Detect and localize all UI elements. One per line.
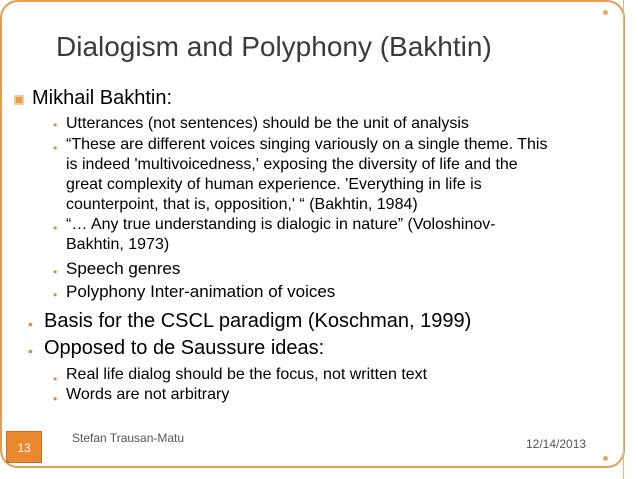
bullet-dot-icon: • (53, 221, 58, 235)
bullet-sub-4: Speech genres (66, 259, 181, 278)
bullet-dot-icon: • (28, 343, 33, 359)
bullet-dot-icon: • (53, 392, 58, 406)
decorative-dot (603, 456, 608, 461)
bullet-dot-icon: • (28, 316, 33, 332)
quote-line: counterpoint, that is, opposition,' “ (Bakhtin, 1984) (66, 196, 418, 213)
bullet-dot-icon: • (53, 288, 58, 302)
quote-line: is indeed 'multivoicedness,' exposing the diversity of life and the (66, 156, 518, 173)
footer-author: Stefan Trausan-Matu (72, 431, 185, 445)
bullet-main-1: Mikhail Bakhtin: (32, 87, 173, 109)
bullet-dot-icon: • (53, 118, 58, 132)
quote-line: “… Any true understanding is dialogic in nature” (Voloshinov- (66, 216, 496, 233)
decorative-line (623, 0, 624, 479)
quote-line: great complexity of human experience. 'Everything in life is (66, 176, 482, 193)
bullet-main-3: Opposed to de Saussure ideas: (44, 337, 325, 359)
decorative-dot (603, 10, 608, 15)
quote-line: Bakhtin, 1973) (66, 236, 170, 253)
bullet-sub-1: Utterances (not sentences) should be the unit of analysis (66, 115, 469, 132)
slide-number: 13 (6, 431, 42, 463)
quote-line: “These are different voices singing variously on a single theme. This (66, 136, 548, 153)
bullet-sub-5: Polyphony Inter-animation of voices (66, 282, 336, 301)
footer-date: 12/14/2013 (526, 437, 587, 451)
slide-title: Dialogism and Polyphony (Bakhtin) (56, 31, 492, 62)
bullet-dot-icon: • (53, 141, 58, 155)
bullet-sub-6: Real life dialog should be the focus, not written text (66, 366, 428, 383)
bullet-square-icon (14, 95, 24, 105)
bullet-sub-7: Words are not arbitrary (66, 386, 230, 403)
bullet-main-2: Basis for the CSCL paradigm (Koschman, 1999) (44, 310, 472, 332)
bullet-dot-icon: • (53, 265, 58, 279)
bullet-dot-icon: • (53, 372, 58, 386)
